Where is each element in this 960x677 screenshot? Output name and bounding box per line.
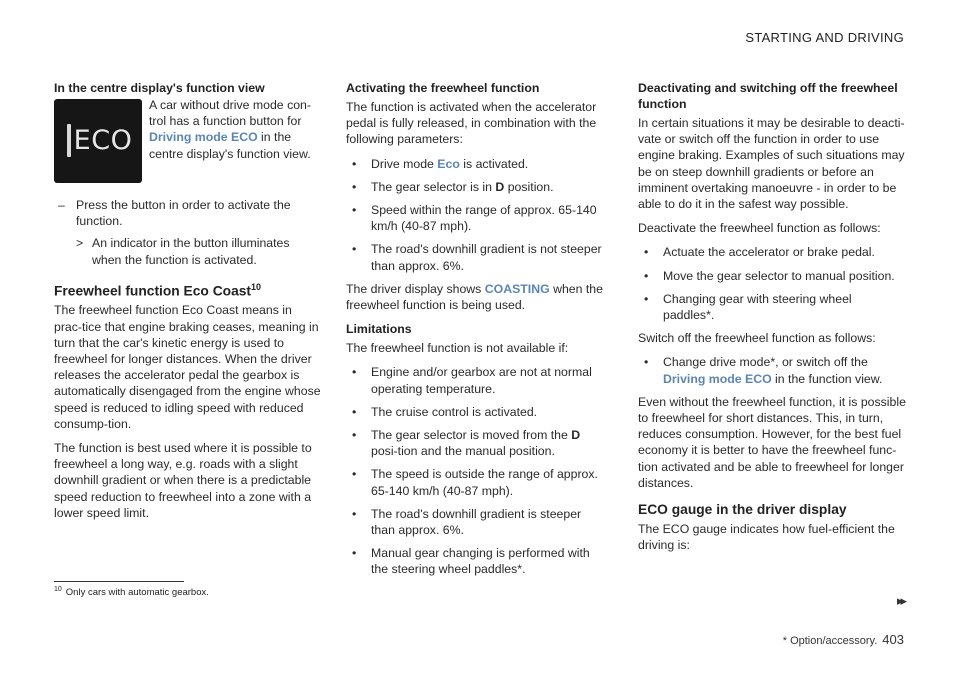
paragraph: The freewheel function Eco Coast means in prac-tice that engine braking ceases, meaning in turn that the car's kinetic energy is used to freewheel for longer distances. When the driver releases the accelerator pedal the gearbox is automatically disengaged from the engine whose speed is reduced to idling speed with reduced consump-tion. <box>54 303 321 431</box>
eco-highlight: Eco <box>437 156 460 171</box>
page-footer <box>783 632 904 647</box>
footnote-number: 10 <box>54 586 62 593</box>
option-note: * Option/accessory. <box>782 635 878 647</box>
next-page-arrows-icon: ▸▸ <box>896 593 904 608</box>
heading-eco-gauge: ECO gauge in the driver display <box>638 502 847 518</box>
list-item: • Changing gear with steering wheel paddles*. <box>638 291 906 323</box>
result-item: > An indicator in the button illuminates when the function is activated. <box>54 235 322 267</box>
list-item <box>346 427 608 459</box>
list-item: • The cruise control is activated. <box>346 404 608 420</box>
text: posi-tion and the manual position. <box>371 444 555 459</box>
driving-mode-eco-highlight: Driving mode ECO <box>149 130 258 145</box>
list-item: • Move the gear selector to manual position. <box>638 268 906 284</box>
list-item <box>346 156 608 172</box>
eco-label: ECO <box>73 124 133 156</box>
heading-deactivating: Deactivating and switching off the freewheel function <box>638 81 898 111</box>
limitations-list <box>346 364 608 577</box>
eco-text-part: in the centre display's function view. <box>149 130 311 161</box>
eco-text-part: A car without drive mode con-trol has a function button for <box>149 98 311 129</box>
paragraph: In certain situations it may be desirable to deacti-vate or switch off the function in order to use engine braking. Examples of such situations may be on steep downhill gradients or before an imminent overtaking manoeuvre - in order to be able to do it in the safest way possible. <box>638 116 905 212</box>
column-middle <box>346 80 608 585</box>
heading-freewheel-eco-coast <box>54 278 322 301</box>
result-list <box>54 235 322 267</box>
paragraph: The ECO gauge indicates how fuel-efficient the driving is: <box>638 522 895 553</box>
text: The driver display shows <box>346 281 485 296</box>
heading-function-view: In the centre display's function view <box>54 81 265 95</box>
footnote-ref: 10 <box>251 281 262 292</box>
text: is activated. <box>459 156 529 171</box>
gear-d: D <box>495 179 505 194</box>
list-item: • The road's downhill gradient is not steeper than approx. 6%. <box>346 241 608 273</box>
heading-text: Freewheel function Eco Coast <box>54 283 252 299</box>
paragraph: The function is best used where it is possible to freewheel a long way, e.g. roads with a slight downhill gradient or when there is a predictable speed reduction to freewheel into a zone with a lower speed limit. <box>54 441 312 520</box>
eco-description <box>149 97 322 162</box>
page-number: 403 <box>882 632 904 647</box>
activation-conditions-list <box>346 156 608 274</box>
text: when the freewheel function is being used. <box>346 281 603 313</box>
text: Change drive mode*, or switch off the <box>663 355 868 370</box>
list-item: • The road's downhill gradient is steeper than approx. 6%. <box>346 506 608 538</box>
paragraph: The function is activated when the accelerator pedal is fully released, in combination with the following parameters: <box>346 100 597 147</box>
driving-mode-eco-highlight: Driving mode ECO <box>663 371 772 386</box>
list-item <box>346 179 608 195</box>
switch-off-list <box>638 354 906 386</box>
heading-activating: Activating the freewheel function <box>346 81 540 95</box>
section-header: STARTING AND DRIVING <box>745 30 904 45</box>
step-list <box>54 197 322 229</box>
heading-limitations: Limitations <box>346 322 412 337</box>
footnote-text: Only cars with automatic gearbox. <box>65 587 209 599</box>
eco-button-illustration <box>54 99 142 183</box>
list-item <box>638 354 906 386</box>
column-right <box>638 80 906 561</box>
list-item: • Speed within the range of approx. 65-140 km/h (40-87 mph). <box>346 202 608 234</box>
paragraph: Deactivate the freewheel function as follows: <box>638 221 881 236</box>
text: position. <box>504 179 554 194</box>
gear-d: D <box>571 428 581 443</box>
list-item: • Manual gear changing is performed with the steering wheel paddles*. <box>346 545 608 577</box>
text: The gear selector is in <box>371 179 496 194</box>
list-item: • Actuate the accelerator or brake pedal. <box>638 244 906 260</box>
list-item: • Engine and/or gearbox are not at normal operating temperature. <box>346 364 608 396</box>
text: Drive mode <box>371 156 438 171</box>
list-item: • The speed is outside the range of approx. 65-140 km/h (40-87 mph). <box>346 466 608 498</box>
paragraph: Even without the freewheel function, it is possible to freewheel for short distances. This, in turn, reduces consumption. However, for the best fuel economy it is better to have the freewheel func-tion activated and be able to freewheel for longer distances. <box>638 394 906 490</box>
step-item: – Press the button in order to activate the function. <box>54 197 322 229</box>
column-left <box>54 80 322 529</box>
text: The gear selector is moved from the <box>371 428 572 443</box>
paragraph: Switch off the freewheel function as follows: <box>638 331 876 346</box>
paragraph <box>346 281 608 313</box>
footnote <box>54 586 209 598</box>
deactivate-list <box>638 244 906 323</box>
paragraph: The freewheel function is not available if: <box>346 341 569 356</box>
indicator-bar-icon <box>67 124 71 157</box>
footnote-divider <box>54 581 184 582</box>
text: in the function view. <box>771 371 883 386</box>
coasting-highlight: COASTING <box>484 281 550 296</box>
eco-button-row <box>54 99 322 183</box>
